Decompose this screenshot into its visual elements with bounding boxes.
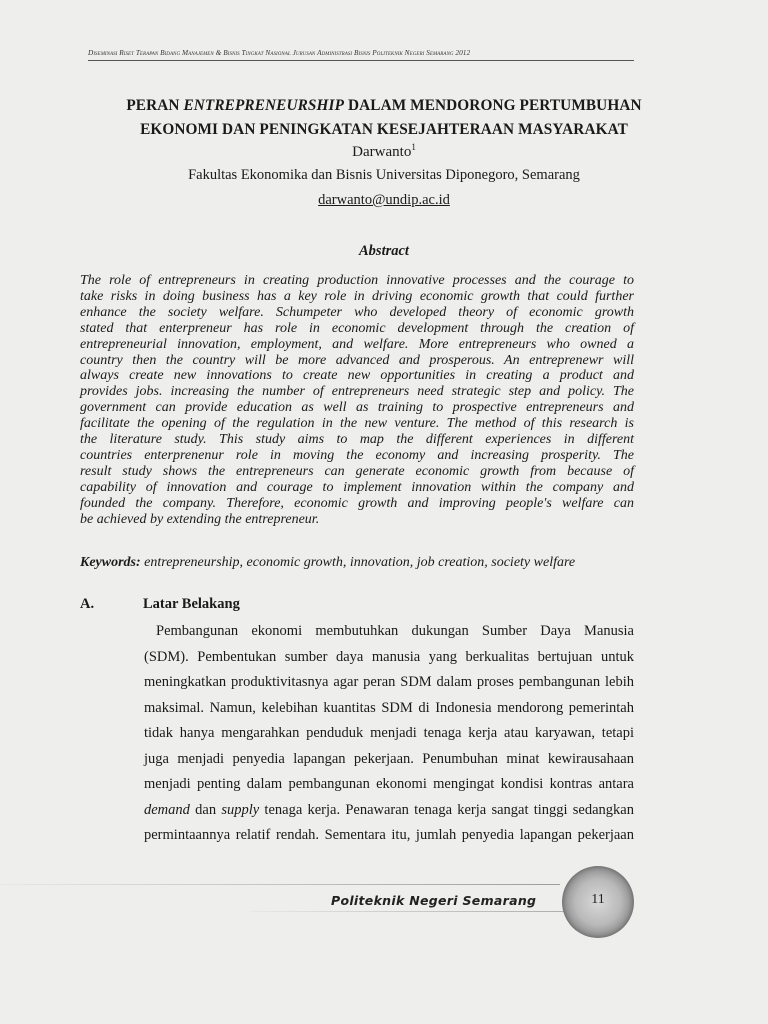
title-line-2: EKONOMI DAN PENINGKATAN KESEJAHTERAAN MASYARAKAT bbox=[140, 121, 628, 138]
abstract-line: be achieved by extending the entrepreneur. bbox=[80, 511, 320, 527]
body-line: menjadi penting dalam pembangunan ekonomi mengingat kondisi kontras antara bbox=[144, 776, 634, 792]
abstract-line: always create new innovations to create new opportunities in creating a product and bbox=[80, 368, 634, 384]
running-header: Diseminasi Riset Terapan Bidang Manajemen & Bisnis Tingkat Nasional Jurusan Administrasi Bisnis Politeknik Negeri Semarang 2012 bbox=[88, 48, 471, 57]
section-heading bbox=[80, 596, 240, 613]
footer-rule-secondary bbox=[250, 911, 580, 912]
abstract-line: government can provide education as well as training to prospective entrepreneurs and bbox=[80, 400, 634, 416]
abstract-line: capability of innovation and courage to implement innovation within the company and bbox=[80, 479, 634, 495]
abstract-line: provides jobs. increasing the number of entrepreneurs need strategic step and policy. The bbox=[80, 384, 634, 400]
title-line-1: PERAN ENTREPRENEURSHIP DALAM MENDORONG PERTUMBUHAN bbox=[126, 97, 642, 114]
abstract-body bbox=[80, 273, 634, 528]
body-paragraph bbox=[144, 619, 634, 849]
footer-rule bbox=[0, 884, 560, 885]
body-line: permintaannya relatif rendah. Sementara itu, jumlah penyedia lapangan pekerjaan bbox=[144, 827, 634, 843]
author-name: Darwanto$^1$ bbox=[352, 142, 416, 160]
abstract-line: stated that enterpreneur has role in economic development through the creation of bbox=[80, 320, 634, 336]
abstract-line: country then the country will be more advanced and prosperous. An entreprenewr will bbox=[80, 352, 634, 368]
author-footnote-mark: 1 bbox=[411, 142, 416, 152]
keywords-text: entrepreneurship, economic growth, innovation, job creation, society welfare bbox=[140, 555, 576, 570]
keywords bbox=[80, 555, 640, 571]
section-letter: A. bbox=[80, 596, 95, 612]
paper-title bbox=[80, 94, 688, 142]
body-line: (SDM). Pembentukan sumber daya manusia yang berkualitas bertujuan untuk bbox=[144, 648, 634, 665]
abstract-line: enhance the society welfare. Schumpeter who developed theory of economic growth bbox=[80, 304, 634, 320]
abstract-heading: Abstract bbox=[359, 243, 409, 259]
body-line: meningkatkan produktivitasnya agar peran SDM dalam proses pembangunan lebih bbox=[144, 674, 634, 690]
abstract-line: facilitate the opening of the regulation in the new venture. The method of this research is bbox=[80, 416, 634, 432]
page-number: 11 bbox=[591, 892, 605, 907]
author-affiliation: Fakultas Ekonomika dan Bisnis Universitas Diponegoro, Semarang bbox=[188, 167, 580, 183]
page-number-badge bbox=[562, 866, 634, 938]
body-line: Pembangunan ekonomi membutuhkan dukungan Sumber Daya Manusia bbox=[156, 623, 634, 639]
body-line: maksimal. Namun, kelebihan kuantitas SDM di Indonesia mendorong pemerintah bbox=[144, 699, 634, 716]
keywords-label: Keywords: bbox=[80, 555, 141, 570]
body-line: tidak hanya mengarahkan penduduk menjadi tenaga kerja atau karyawan, tetapi bbox=[144, 725, 634, 741]
abstract-line: founded the company. Therefore, economic growth and improving people's welfare can bbox=[80, 495, 634, 511]
body-line: demand dan supply tenaga kerja. Penawaran tenaga kerja sangat tinggi sedangkan bbox=[144, 801, 634, 818]
section-title: Latar Belakang bbox=[143, 596, 240, 612]
abstract-line: the literature study. This study aims to map the different experiences in different bbox=[80, 432, 634, 448]
abstract-line: countries enterprenenur role in moving the economy and increasing prosperity. The bbox=[80, 447, 634, 463]
abstract-line: take risks in doing business has a key role in driving economic growth that could further bbox=[80, 288, 634, 304]
title-emphasis: ENTREPRENEURSHIP bbox=[183, 97, 345, 114]
abstract-line: result study shows the entrepreneurs can generate economic growth from because of bbox=[80, 463, 634, 479]
abstract-line: entrepreneurial innovation, employment, and welfare. More entrepreneurs who owned a bbox=[80, 336, 634, 352]
abstract-line: The role of entrepreneurs in creating production innovative processes and the courage to bbox=[80, 273, 634, 288]
footer-institution: Politeknik Negeri Semarang bbox=[331, 893, 537, 908]
author-email: darwanto@undip.ac.id bbox=[318, 192, 450, 208]
header-rule bbox=[88, 60, 634, 61]
body-line: juga menjadi penyedia lapangan pekerjaan. Penumbuhan minat kewirausahaan bbox=[144, 750, 634, 767]
